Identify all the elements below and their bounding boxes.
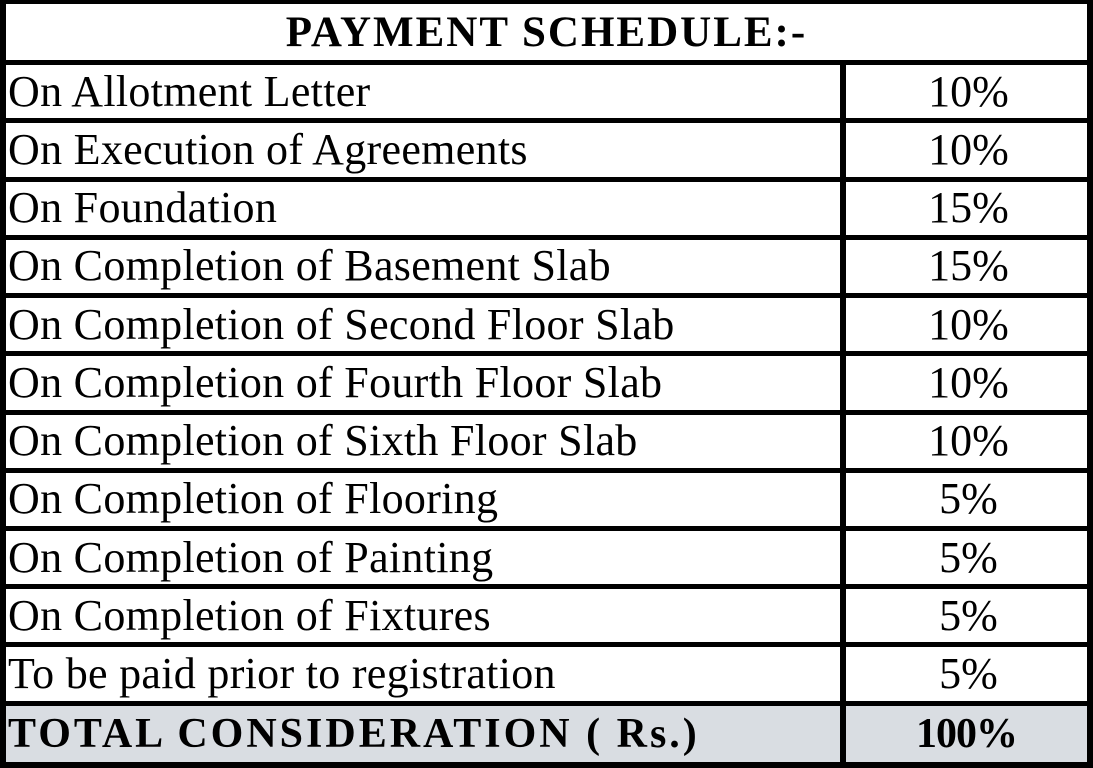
stage-cell: On Completion of Second Floor Slab [6,296,843,354]
stage-cell: On Completion of Basement Slab [6,237,843,295]
stage-cell: To be paid prior to registration [6,645,843,703]
total-row [6,703,1087,762]
payment-schedule-table [6,4,1087,762]
table-title-row [6,4,1087,63]
stage-cell: On Completion of Flooring [6,470,843,528]
table-title: PAYMENT SCHEDULE:- [6,4,1087,63]
table-row [6,296,1087,354]
stage-cell: On Completion of Fixtures [6,587,843,645]
percent-cell: 10% [843,296,1087,354]
percent-cell: 15% [843,237,1087,295]
stage-cell: On Completion of Painting [6,528,843,586]
percent-cell: 15% [843,179,1087,237]
table-row [6,470,1087,528]
stage-cell: On Execution of Agreements [6,121,843,179]
total-label: TOTAL CONSIDERATION ( Rs.) [6,703,843,762]
table-row [6,645,1087,703]
percent-cell: 5% [843,470,1087,528]
percent-cell: 10% [843,354,1087,412]
percent-cell: 5% [843,587,1087,645]
percent-cell: 10% [843,121,1087,179]
percent-cell: 10% [843,63,1087,121]
stage-cell: On Completion of Fourth Floor Slab [6,354,843,412]
table-row [6,354,1087,412]
table-row [6,121,1087,179]
percent-cell: 5% [843,645,1087,703]
table-row [6,237,1087,295]
table-row [6,412,1087,470]
percent-cell: 5% [843,528,1087,586]
table-row [6,528,1087,586]
stage-cell: On Foundation [6,179,843,237]
stage-cell: On Completion of Sixth Floor Slab [6,412,843,470]
table-row [6,63,1087,121]
percent-cell: 10% [843,412,1087,470]
total-percent: 100% [843,703,1087,762]
stage-cell: On Allotment Letter [6,63,843,121]
table-row [6,179,1087,237]
table-row [6,587,1087,645]
